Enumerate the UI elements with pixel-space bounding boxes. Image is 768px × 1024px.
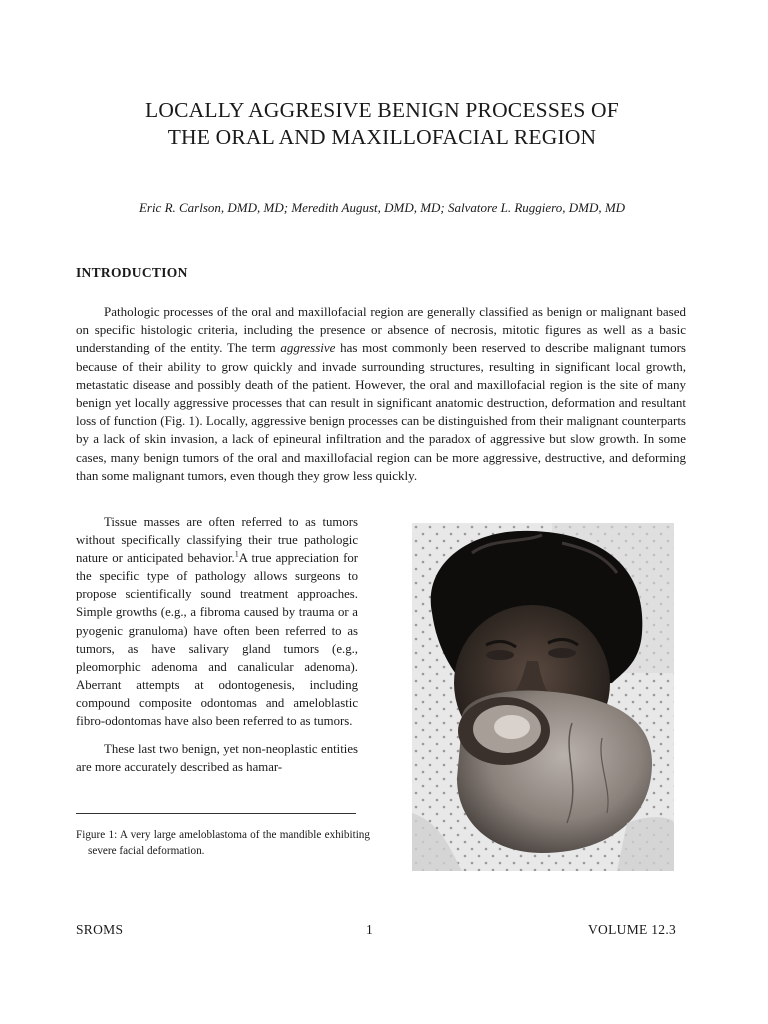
paper-title-line-1: LOCALLY AGGRESIVE BENIGN PROCESSES OF: [145, 98, 619, 122]
paragraph-2-text-after: A true appreciation for the specific type of pathology allows surgeons to propose scientifically sound treatment approaches. Simple growths (e.g., a fibroma caused by trauma or a pyogenic granuloma) have often been referred to as tumors, as have salivary gland tumors (e.g., pleomorphic adenoma and canalicular adenoma). Aberrant attempts at odontogenesis, including compound composite odontomas and ameloblastic fibro-odontomas have also been referred to as tumors.: [76, 551, 358, 729]
footer-journal: SROMS: [76, 922, 124, 937]
paragraph-1-text-after: has most commonly been reserved to describe malignant tumors because of their ability to grow quickly and invade surrounding structures, resulting in significant local growth, metastatic disease and possibly death of the patient. However, the oral and maxillofacial region is the site of many benign yet locally aggressive processes that can result in significant anatomic destruction, deformation and resultant loss of function (Fig. 1). Locally, aggressive benign processes can be distinguished from their malignant counterparts by a lack of skin invasion, a lack of epineural infiltration and the paradox of aggressive but slow growth. In some cases, many benign tumors of the oral and maxillofacial region can be more aggressive, destructive, and deforming than some malignant tumors, even though they grow less quickly.: [76, 340, 686, 483]
paragraph-2-text-before: Tissue masses are often referred to as tumors without specifically classifying their true pathologic nature or anticipated behavior.: [76, 515, 358, 566]
paragraph-text: [76, 303, 686, 485]
figure-1-photo: [412, 523, 674, 871]
paper-title-line-2: THE ORAL AND MAXILLOFACIAL REGION: [167, 125, 597, 149]
emphasized-term: aggressive: [280, 340, 336, 356]
footer-volume: VOLUME 12.3: [588, 922, 677, 937]
paragraph-1-text-before: Pathologic processes of the oral and maxillofacial region are generally classified as benign or malignant based on specific histologic criteria, including the presence or absence of necrosis, mitotic figures as well as a basic understanding of the entity. The term: [76, 304, 686, 356]
author-list: Eric R. Carlson, DMD, MD; Meredith August, DMD, MD; Salvatore L. Ruggiero, DMD, MD: [138, 200, 626, 215]
caption-divider: [76, 813, 356, 814]
paper-title: [76, 97, 688, 151]
introduction-paragraph-3: These last two benign, yet non-neoplastic entities are more accurately described as hamar-: [76, 742, 358, 775]
introduction-paragraph-2: [76, 513, 358, 730]
footer-page-number: 1: [366, 922, 374, 937]
clinical-photo-illustration: [412, 523, 674, 871]
left-column: [76, 513, 358, 776]
figure-1-caption: Figure 1: A very large ameloblastoma of the mandible exhibiting severe facial deformation.: [76, 829, 370, 857]
introduction-paragraph-1: [76, 303, 686, 485]
citation-reference[interactable]: 1: [234, 549, 239, 559]
section-heading-introduction: INTRODUCTION: [76, 265, 188, 280]
